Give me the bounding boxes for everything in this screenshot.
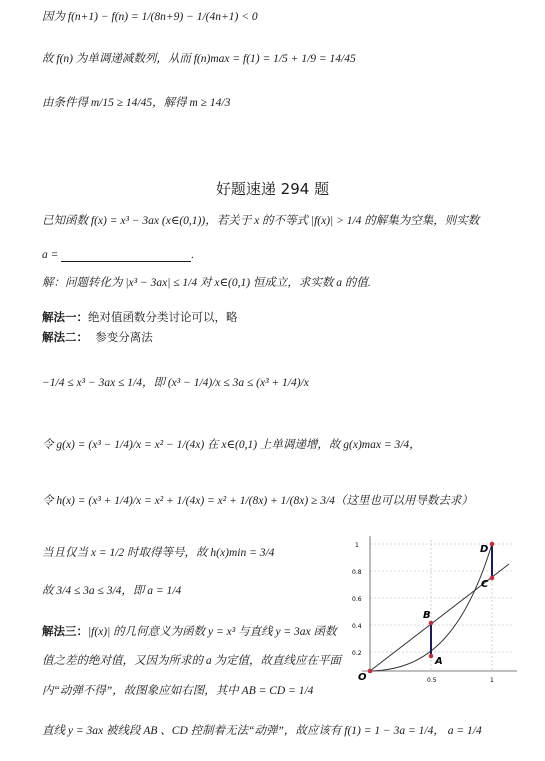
label-d: D xyxy=(480,544,489,555)
method-2-label: 解法二： xyxy=(42,330,88,344)
method-2 xyxy=(42,330,153,344)
method-3-label: 解法三： xyxy=(42,624,88,638)
method-3-text: |f(x)| 的几何意义为函数 y = x³ 与直线 y = 3ax 函数 xyxy=(88,626,337,638)
point-a xyxy=(429,654,434,659)
method-1 xyxy=(42,310,238,324)
result-a: 故 3/4 ≤ 3a ≤ 3/4，即 a = 1/4 xyxy=(42,585,182,597)
y-tick-02: 0.2 xyxy=(352,650,362,657)
problem-title: 好题速递 294 题 xyxy=(215,180,330,198)
equality-condition: 当且仅当 x = 1/2 时取得等号，故 h(x)min = 3/4 xyxy=(42,547,275,559)
x-tick-05: 0.5 xyxy=(427,677,437,684)
point-o xyxy=(368,669,373,674)
point-d xyxy=(490,542,495,547)
method-1-text: 绝对值函数分类讨论可以，略 xyxy=(88,310,238,324)
y-tick-04: 0.4 xyxy=(352,623,362,630)
answer-blank xyxy=(61,250,191,262)
label-o: O xyxy=(358,672,367,683)
text-line-3: 由条件得 m/15 ≥ 14/45，解得 m ≥ 14/3 xyxy=(42,97,231,109)
y-tick-1: 1 xyxy=(355,542,359,549)
method-1-label: 解法一： xyxy=(42,310,88,324)
label-a: A xyxy=(435,656,443,667)
method-3-line-3: 内“动弹不得”，故图象应如右图，其中 AB = CD = 1/4 xyxy=(42,685,314,697)
point-c xyxy=(490,576,495,581)
method-2-text: 参变分离法 xyxy=(95,330,153,344)
equation-g: 令 g(x) = (x³ − 1/4)/x = x² − 1/(4x) 在 x∈(0,1) 上单调递增，故 g(x)max = 3/4， xyxy=(42,439,421,451)
equation-h: 令 h(x) = (x³ + 1/4)/x = x² + 1/(4x) = x² + 1/(8x) + 1/(8x) ≥ 3/4（这里也可以用导数去求） xyxy=(42,495,473,507)
label-b: B xyxy=(423,610,431,621)
y-tick-08: 0.8 xyxy=(352,569,362,576)
text-line-2: 故 f(n) 为单调递减数列，从而 f(n)max = f(1) = 1/5 + 1/9 = 14/45 xyxy=(42,53,356,65)
x-tick-1: 1 xyxy=(490,677,494,684)
equation-inequality: −1/4 ≤ x³ − 3ax ≤ 1/4，即 (x³ − 1/4)/x ≤ 3a ≤ (x³ + 1/4)/x xyxy=(42,377,309,389)
solution-intro: 解：问题转化为 |x³ − 3ax| ≤ 1/4 对 x∈(0,1) 恒成立，求实数 a 的值. xyxy=(42,277,371,289)
method-3-line-2: 值之差的绝对值，又因为所求的 a 为定值，故直线应在平面 xyxy=(42,655,341,667)
text-line-1: 因为 f(n+1) − f(n) = 1/(8n+9) − 1/(4n+1) < 0 xyxy=(42,11,258,23)
answer-end: . xyxy=(191,249,195,261)
problem-statement: 已知函数 f(x) = x³ − 3ax (x∈(0,1))，若关于 x 的不等式 |f(x)| > 1/4 的解集为空集，则实数 xyxy=(42,215,480,227)
answer-label: a = xyxy=(42,249,59,261)
method-3 xyxy=(42,624,337,639)
y-tick-06: 0.6 xyxy=(352,596,362,603)
answer-line xyxy=(42,248,194,262)
geometry-figure xyxy=(352,532,532,692)
point-b xyxy=(429,621,434,626)
conclusion-line: 直线 y = 3ax 被线段 AB 、CD 控制着无法“动弹”，故应该有 f(1) = 1 − 3a = 1/4， a = 1/4 xyxy=(42,725,482,737)
label-c: C xyxy=(481,579,489,590)
